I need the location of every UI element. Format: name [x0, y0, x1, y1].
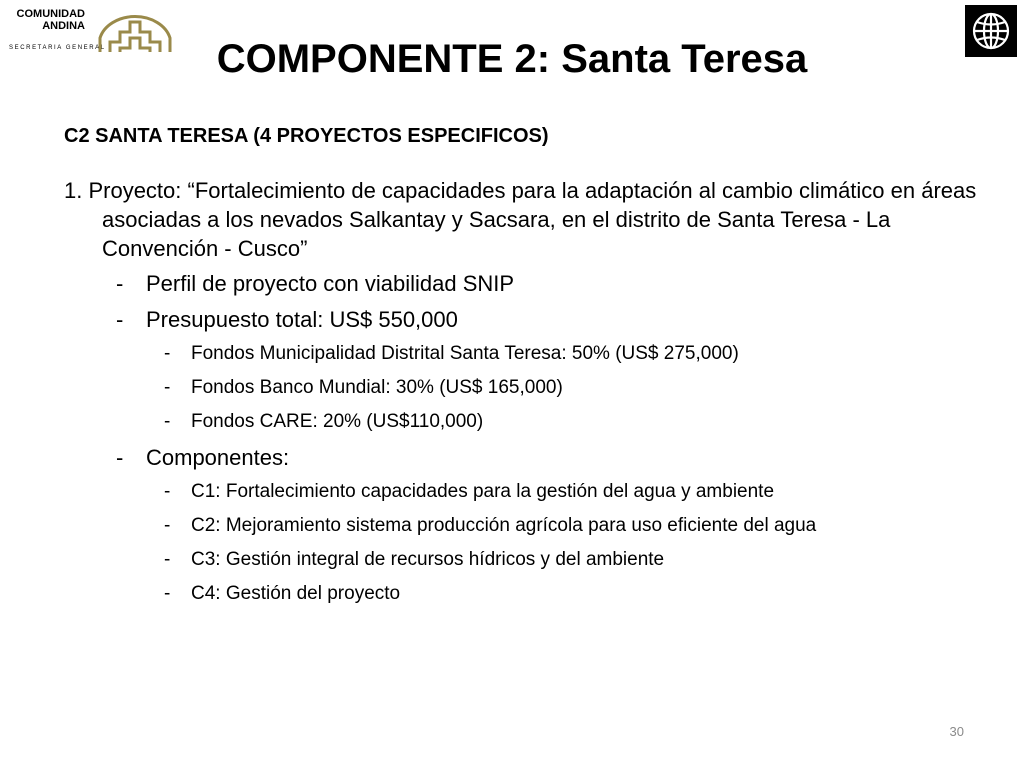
sub-bullet-c1-text: C1: Fortalecimiento capacidades para la gestión del agua y ambiente — [191, 481, 775, 502]
sub-bullet-fondos-municipal — [64, 341, 994, 366]
sub-bullet-fondos-banco-mundial-text: Fondos Banco Mundial: 30% (US$ 165,000) — [191, 377, 563, 398]
bullet-presupuesto — [64, 305, 994, 334]
sub-bullet-fondos-care-text: Fondos CARE: 20% (US$110,000) — [191, 411, 484, 432]
bullet-dash: - — [164, 583, 171, 604]
bullet-dash: - — [164, 481, 171, 502]
bullet-dash: - — [164, 515, 171, 536]
bullet-perfil-text: Perfil de proyecto con viabilidad SNIP — [146, 271, 515, 296]
bullet-dash: - — [116, 307, 124, 332]
can-logo-subtitle: SECRETARIA GENERAL — [9, 45, 106, 51]
sub-bullet-c2-text: C2: Mejoramiento sistema producción agrícola para uso eficiente del agua — [191, 515, 817, 536]
sub-bullet-c4 — [64, 581, 994, 606]
page-number: 30 — [949, 724, 964, 739]
bullet-componentes — [64, 443, 994, 472]
bullet-presupuesto-text: Presupuesto total: US$ 550,000 — [146, 307, 458, 332]
sub-bullet-c4-text: C4: Gestión del proyecto — [191, 583, 401, 604]
sub-bullet-c1 — [64, 479, 994, 504]
bullet-dash: - — [164, 377, 171, 398]
project-description: 1. Proyecto: “Fortalecimiento de capacidades para la adaptación al cambio climático en áreas asociadas a los nevados Salkantay y Sacsara, en el distrito de Santa Teresa - La Convención - Cusco” — [64, 178, 977, 261]
bullet-dash: - — [164, 411, 171, 432]
sub-bullet-c2 — [64, 513, 994, 538]
can-logo-text-line2: ANDINA — [42, 20, 85, 32]
sub-bullet-fondos-municipal-text: Fondos Municipalidad Distrital Santa Teresa: 50% (US$ 275,000) — [191, 343, 739, 364]
can-logo-text-line1: COMUNIDAD — [16, 8, 85, 20]
bullet-perfil — [64, 269, 994, 298]
bullet-dash: - — [116, 445, 124, 470]
bullet-dash: - — [116, 271, 124, 296]
sub-bullet-c3 — [64, 547, 994, 572]
sub-bullet-c3-text: C3: Gestión integral de recursos hídricos y del ambiente — [191, 549, 665, 570]
slide-body — [64, 122, 994, 615]
bullet-dash: - — [164, 549, 171, 570]
slide-title: COMPONENTE 2: Santa Teresa — [216, 37, 808, 81]
sub-bullet-fondos-banco-mundial — [64, 375, 994, 400]
bullet-componentes-text: Componentes: — [146, 445, 290, 470]
section-subheading: C2 SANTA TERESA (4 PROYECTOS ESPECIFICOS) — [64, 125, 549, 147]
sub-bullet-fondos-care — [64, 409, 994, 434]
bullet-dash: - — [164, 343, 171, 364]
